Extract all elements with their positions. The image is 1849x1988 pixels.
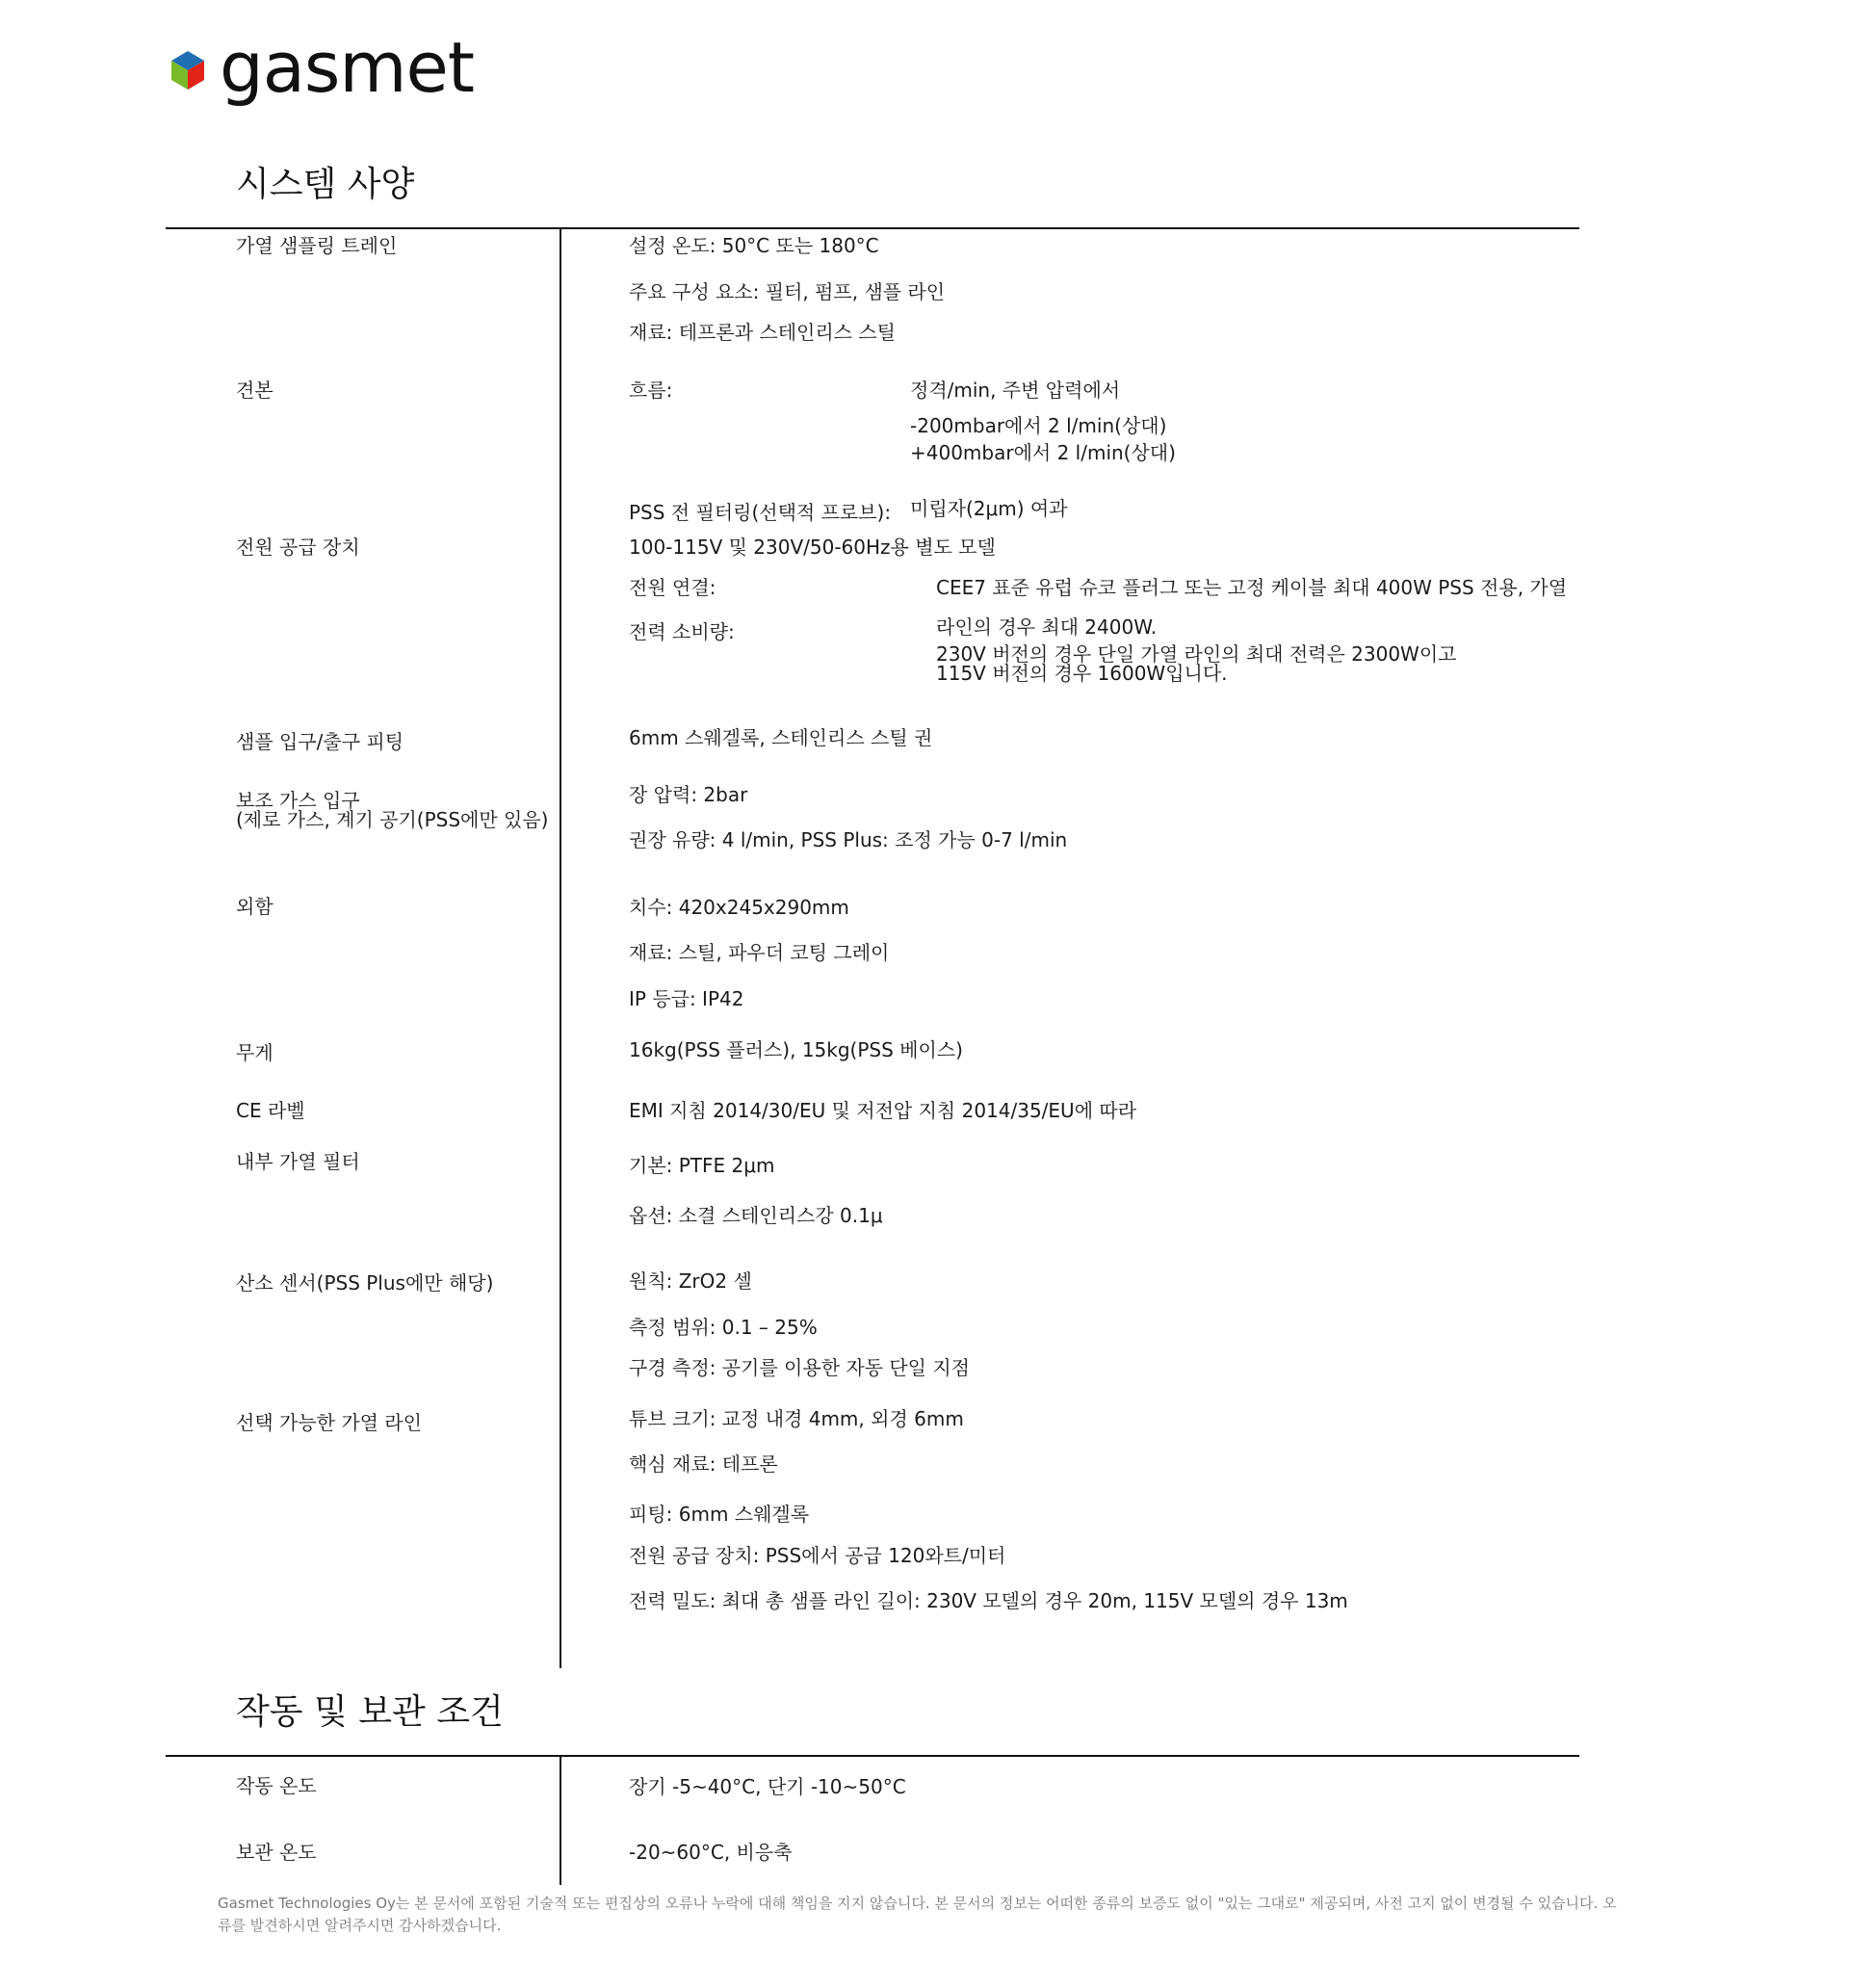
- value-consumption-label: 전력 소비량:: [629, 620, 735, 643]
- value-flow-label: 흐름:: [629, 379, 673, 402]
- label-oxygen: 산소 센서(PSS Plus에만 해당): [236, 1271, 494, 1295]
- spec-heading: 시스템 사양: [236, 165, 415, 204]
- value-filter-basic: 기본: PTFE 2μm: [629, 1154, 775, 1177]
- label-sampling-train: 가열 샘플링 트레인: [236, 234, 398, 257]
- value-o2-calibration: 구경 측정: 공기를 이용한 자동 단일 지점: [629, 1356, 971, 1379]
- value-materials: 재료: 테프론과 스테인리스 스틸: [629, 321, 896, 344]
- value-conn-label: 전원 연결:: [629, 576, 716, 599]
- value-o2-principle: 원칙: ZrO2 셀: [629, 1269, 752, 1293]
- value-core-material: 핵심 재료: 테프론: [629, 1452, 778, 1476]
- value-flow-1: 정격/min, 주변 압력에서: [910, 379, 1121, 402]
- label-aux-gas: 보조 가스 입구: [236, 789, 360, 812]
- value-flow-3: +400mbar에서 2 l/min(상대): [910, 441, 1176, 464]
- conditions-heading: 작동 및 보관 조건: [236, 1692, 504, 1732]
- value-fittings: 6mm 스웨겔록, 스테인리스 스틸 권: [629, 726, 933, 749]
- value-tube-size: 튜브 크기: 교정 내경 4mm, 외경 6mm: [629, 1407, 964, 1430]
- value-ce: EMI 지침 2014/30/EU 및 저전압 지침 2014/35/EU에 따라: [629, 1099, 1137, 1122]
- value-power-density: 전력 밀도: 최대 총 샘플 라인 길이: 230V 모델의 경우 20m, 115V 모델의 경우 13m: [629, 1589, 1348, 1612]
- value-flow-2: -200mbar에서 2 l/min(상대): [910, 414, 1167, 437]
- label-power: 전원 공급 장치: [236, 536, 360, 559]
- label-ce: CE 라벨: [236, 1099, 305, 1122]
- conditions-column-divider: [560, 1755, 561, 1885]
- label-storage-temp: 보관 온도: [236, 1841, 317, 1864]
- label-housing: 외함: [236, 895, 273, 918]
- value-temp: 설정 온도: 50°C 또는 180°C: [629, 234, 879, 257]
- value-operating-temp: 장기 -5~40°C, 단기 -10~50°C: [629, 1775, 906, 1798]
- label-weight: 무게: [236, 1041, 273, 1064]
- value-aux-flow: 권장 유량: 4 l/min, PSS Plus: 조정 가능 0-7 l/min: [629, 828, 1068, 851]
- label-fittings: 샘플 입구/출구 피팅: [236, 730, 404, 753]
- value-consumption-1: 라인의 경우 최대 2400W.: [936, 615, 1158, 639]
- value-dimensions: 치수: 420x245x290mm: [629, 896, 849, 919]
- value-filter-option: 옵션: 소결 스테인리스강 0.1μ: [629, 1204, 883, 1227]
- value-weight: 16kg(PSS 플러스), 15kg(PSS 베이스): [629, 1038, 963, 1061]
- value-housing-material: 재료: 스틸, 파우더 코팅 그레이: [629, 941, 890, 964]
- brand-name: gasmet: [220, 27, 474, 108]
- label-sample: 견본: [236, 379, 273, 402]
- spec-heading-rule: [166, 227, 1579, 229]
- value-consumption-2: 230V 버전의 경우 단일 가열 라인의 최대 전력은 2300W이고: [936, 642, 1457, 666]
- value-storage-temp: -20~60°C, 비응축: [629, 1841, 793, 1864]
- value-line-fitting: 피팅: 6mm 스웨겔록: [629, 1503, 810, 1526]
- gasmet-logo: [166, 27, 474, 114]
- value-line-power: 전원 공급 장치: PSS에서 공급 120와트/미터: [629, 1544, 1006, 1567]
- gasmet-hexagon-icon: [166, 48, 210, 92]
- value-components: 주요 구성 요소: 필터, 펌프, 샘플 라인: [629, 280, 946, 303]
- value-aux-pressure: 장 압력: 2bar: [629, 783, 748, 806]
- value-prefilter-label: PSS 전 필터링(선택적 프로브):: [629, 501, 892, 524]
- value-prefilter: 미립자(2μm) 여과: [910, 497, 1068, 520]
- label-heated-lines: 선택 가능한 가열 라인: [236, 1411, 422, 1434]
- value-o2-range: 측정 범위: 0.1 – 25%: [629, 1316, 818, 1339]
- value-conn: CEE7 표준 유럽 슈코 플러그 또는 고정 케이블 최대 400W PSS 전용, 가열: [936, 576, 1568, 599]
- value-consumption-3: 115V 버전의 경우 1600W입니다.: [936, 662, 1228, 685]
- value-power-models: 100-115V 및 230V/50-60Hz용 별도 모델: [629, 536, 996, 559]
- spec-column-divider: [560, 227, 561, 1668]
- footer-disclaimer-line2: 류를 발견하시면 알려주시면 감사하겠습니다.: [218, 1917, 502, 1934]
- label-aux-gas-note: (제로 가스, 계기 공기(PSS에만 있음): [236, 808, 549, 831]
- footer-disclaimer-line1: Gasmet Technologies Oy는 본 문서에 포함된 기술적 또는 편집상의 오류나 누락에 대해 책임을 지지 않습니다. 본 문서의 정보는 어떠한 종류의 보증도 없이 "있는 그대로" 제공되며, 사전 고지 없이 변경될 수 있습니다. 오: [218, 1895, 1617, 1912]
- label-filter: 내부 가열 필터: [236, 1150, 360, 1173]
- value-ip-rating: IP 등급: IP42: [629, 987, 744, 1010]
- conditions-heading-rule: [166, 1755, 1579, 1757]
- label-operating-temp: 작동 온도: [236, 1774, 317, 1797]
